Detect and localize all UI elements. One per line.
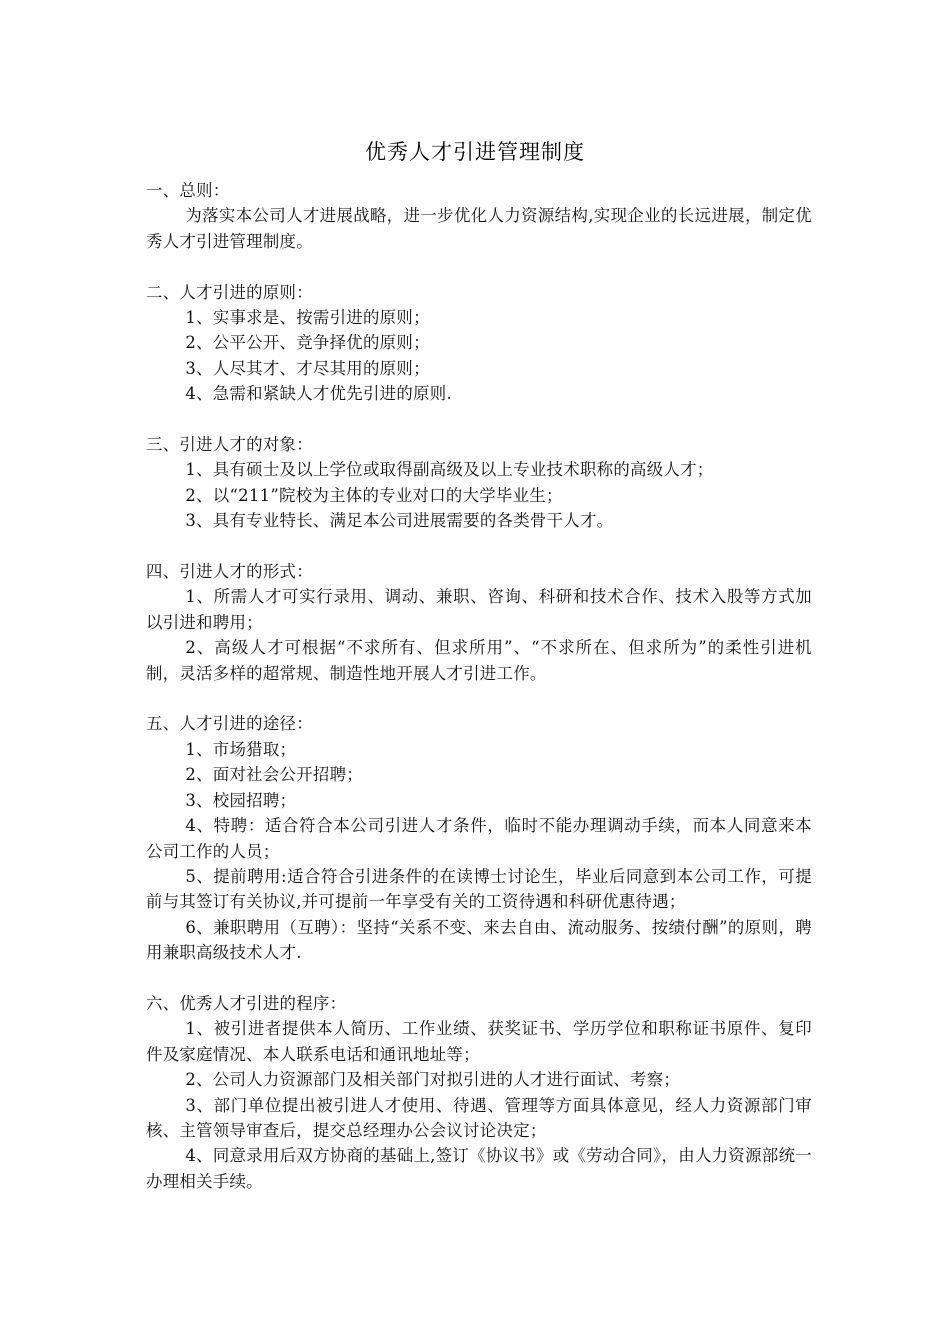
list-item: 4、特聘：适合符合本公司引进人才条件，临时不能办理调动手续，而本人同意来本公司工作的人员； (146, 816, 812, 861)
section-spacer (146, 966, 812, 991)
list-item: 6、兼职聘用（互聘）：坚持“关系不变、来去自由、流动服务、按绩付酬”的原则，聘用兼职高级技术人才. (146, 917, 812, 963)
section-spacer (146, 254, 812, 279)
list-item: 1、市场猎取； (185, 739, 297, 759)
list-item: 4、急需和紧缺人才优先引进的原则. (185, 384, 452, 404)
list-item: 2、高级人才可根据“不求所有、但求所用”、“不求所在、但求所为”的柔性引进机制，灵活多样的超常规、制造性地开展人才引进工作。 (146, 638, 812, 683)
list-item: 3、校园招聘； (185, 790, 297, 810)
list-item: 1、具有硕士及以上学位或取得副高级及以上专业技术职称的高级人才； (185, 460, 714, 480)
document-body (146, 178, 812, 1194)
list-item: 3、人尽其才、才尽其用的原则； (185, 358, 430, 378)
section-heading-general: 一、总则： (146, 181, 230, 200)
section-spacer (146, 534, 812, 559)
document-title: 优秀人才引进管理制度 (365, 140, 585, 164)
list-item: 5、提前聘用:适合符合引进条件的在读博士讨论生，毕业后同意到本公司工作，可提前与其签订有关协议,并可提前一年享受有关的工资待遇和科研优惠待遇； (146, 866, 812, 912)
list-item: 4、同意录用后双方协商的基础上,签订《协议书》或《劳动合同》，由人力资源部统一办理相关手续。 (146, 1146, 812, 1191)
section-heading-principles: 二、人才引进的原则： (146, 282, 313, 302)
list-item: 1、所需人才可实行录用、调动、兼职、咨询、科研和技术合作、技术入股等方式加以引进和聘用； (146, 587, 812, 632)
section-spacer (146, 407, 812, 432)
list-item: 2、以“211”院校为主体的专业对口的大学毕业生； (185, 485, 563, 505)
list-item: 1、实事求是、按需引进的原则； (185, 308, 430, 328)
list-item: 3、部门单位提出被引进人才使用、待遇、管理等方面具体意见，经人力资源部门审核、主管领导审查后，提交总经理办公会议讨论决定； (146, 1095, 812, 1140)
list-item: 3、具有专业特长、满足本公司进展需要的各类骨干人才。 (185, 511, 614, 531)
list-item: 1、被引进者提供本人简历、工作业绩、获奖证书、学历学位和职称证书原件、复印件及家庭情况、本人联系电话和通讯地址等； (146, 1019, 812, 1064)
section-heading-procedure: 六、优秀人才引进的程序： (146, 993, 347, 1013)
section-paragraph: 为落实本公司人才进展战略，进一步优化人力资源结构,实现企业的长远进展，制定优秀人才引进管理制度。 (146, 206, 812, 251)
section-heading-channels: 五、人才引进的途径： (146, 714, 313, 734)
section-heading-targets: 三、引进人才的对象： (146, 435, 313, 455)
list-item: 2、面对社会公开招聘； (185, 765, 363, 785)
list-item: 2、公司人力资源部门及相关部门对拟引进的人才进行面试、考察； (185, 1070, 681, 1090)
section-heading-forms: 四、引进人才的形式： (146, 562, 313, 582)
section-spacer (146, 686, 812, 711)
list-item: 2、公平公开、竞争择优的原则； (185, 333, 430, 353)
